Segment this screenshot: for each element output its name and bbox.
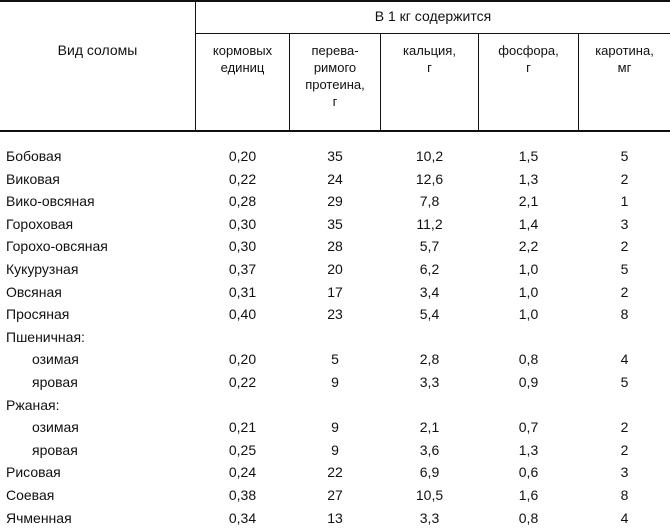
- value-cell: 9: [331, 419, 339, 436]
- value-cell: 1,0: [518, 306, 539, 323]
- table-row: [0, 145, 670, 168]
- column-header-feed-units: кормовых единиц: [212, 43, 273, 75]
- table-row: [0, 303, 670, 326]
- straw-type-cell: Овсяная: [6, 283, 62, 300]
- table-row: [0, 258, 670, 281]
- value-cell: 0,28: [228, 193, 257, 210]
- straw-type-cell: Ржаная:: [6, 396, 60, 413]
- column-header-protein: перева- римого протеина, г: [305, 43, 365, 109]
- straw-type-cell: Соевая: [6, 486, 55, 503]
- value-cell: 2: [620, 419, 629, 436]
- value-cell: 1,0: [518, 260, 539, 277]
- value-cell: 5: [331, 351, 339, 368]
- value-cell: 20: [327, 260, 343, 277]
- table-row: [0, 416, 670, 439]
- value-cell: 0,30: [228, 238, 257, 255]
- table-row: [0, 484, 670, 507]
- straw-type-cell: Вико-овсяная: [6, 193, 95, 210]
- table-row: [0, 461, 670, 484]
- value-cell: 6,2: [419, 260, 440, 277]
- value-cell: 1,4: [518, 215, 539, 232]
- value-cell: 5: [620, 373, 629, 390]
- straw-type-cell: Кукурузная: [6, 260, 79, 277]
- header-bottom-rule: [0, 130, 670, 132]
- value-cell: 0,8: [518, 509, 539, 526]
- value-cell: 0,6: [518, 464, 539, 481]
- value-cell: 2: [620, 170, 629, 187]
- column-header-calcium: кальция, г: [403, 43, 456, 75]
- value-cell: 5: [620, 260, 629, 277]
- value-cell: 3,6: [419, 441, 440, 458]
- straw-type-cell: Гороховая: [6, 215, 74, 232]
- straw-type-cell: Пшеничная:: [6, 328, 85, 345]
- group-header-underline: [195, 33, 670, 34]
- table-row: [0, 348, 670, 371]
- table-row: [0, 235, 670, 258]
- column-header-carotene: каротина, мг: [595, 43, 654, 75]
- table-row: [0, 281, 670, 304]
- value-cell: 35: [327, 215, 343, 232]
- table-row: [0, 213, 670, 236]
- column-header-phosphorus: фосфора, г: [498, 43, 559, 75]
- group-column-header: В 1 кг содержится: [374, 8, 492, 24]
- value-cell: 0,22: [228, 373, 257, 390]
- value-cell: 0,40: [228, 306, 257, 323]
- value-cell: 0,34: [228, 509, 257, 526]
- straw-type-cell: Бобовая: [6, 148, 62, 164]
- table-row: [0, 371, 670, 394]
- table-row: [0, 190, 670, 213]
- value-cell: 2: [620, 238, 629, 255]
- straw-type-cell: озимая: [32, 351, 79, 368]
- value-cell: 4: [620, 509, 629, 526]
- value-cell: 4: [620, 351, 629, 368]
- value-cell: 11,2: [416, 215, 443, 232]
- value-cell: 2: [620, 283, 629, 300]
- value-cell: 10,2: [415, 148, 444, 164]
- value-cell: 0,37: [228, 260, 257, 277]
- value-cell: 2: [620, 441, 629, 458]
- value-cell: 0,20: [228, 148, 257, 164]
- value-cell: 17: [327, 283, 343, 300]
- value-cell: 5,7: [419, 238, 440, 255]
- value-cell: 12,6: [415, 170, 444, 187]
- value-cell: 1,3: [518, 170, 539, 187]
- value-cell: 1,0: [518, 283, 539, 300]
- value-cell: 29: [327, 193, 343, 210]
- straw-type-cell: Просяная: [6, 306, 70, 323]
- value-cell: 1,5: [518, 148, 539, 164]
- table-group-row: [0, 394, 670, 417]
- value-cell: 8: [620, 306, 629, 323]
- value-cell: 5,4: [419, 306, 440, 323]
- value-cell: 13: [327, 509, 343, 526]
- table-body: [0, 145, 670, 529]
- value-cell: 2,1: [518, 193, 539, 210]
- value-cell: 3: [620, 464, 629, 481]
- table-row: [0, 507, 670, 530]
- table-group-row: [0, 326, 670, 349]
- straw-type-cell: Ячменная: [6, 509, 72, 526]
- straw-type-cell: яровая: [32, 441, 78, 458]
- value-cell: 22: [327, 464, 343, 481]
- table-top-rule: [0, 0, 670, 2]
- value-cell: 2,2: [518, 238, 539, 255]
- value-cell: 5: [620, 148, 629, 164]
- value-cell: 3,3: [419, 509, 440, 526]
- value-cell: 8: [620, 486, 629, 503]
- value-cell: 10,5: [415, 486, 444, 503]
- value-cell: 3,3: [419, 373, 440, 390]
- value-cell: 0,24: [228, 464, 257, 481]
- value-cell: 0,25: [228, 441, 257, 458]
- value-cell: 1: [620, 193, 629, 210]
- value-cell: 35: [327, 148, 343, 164]
- table-row: [0, 439, 670, 462]
- value-cell: 7,8: [419, 193, 440, 210]
- value-cell: 2,8: [419, 351, 440, 368]
- value-cell: 6,9: [419, 464, 440, 481]
- value-cell: 27: [327, 486, 343, 503]
- value-cell: 9: [331, 373, 339, 390]
- value-cell: 23: [327, 306, 343, 323]
- value-cell: 0,7: [518, 419, 539, 436]
- value-cell: 0,9: [518, 373, 539, 390]
- straw-type-cell: Горохо-овсяная: [6, 238, 108, 255]
- straw-type-cell: Виковая: [6, 170, 60, 187]
- straw-type-cell: Рисовая: [6, 464, 61, 481]
- value-cell: 3: [620, 215, 629, 232]
- value-cell: 1,3: [518, 441, 539, 458]
- value-cell: 0,22: [228, 170, 257, 187]
- value-cell: 0,30: [228, 215, 257, 232]
- first-column-header: Вид соломы: [57, 42, 138, 58]
- straw-type-cell: озимая: [32, 419, 79, 436]
- straw-type-cell: яровая: [32, 373, 78, 390]
- value-cell: 0,38: [228, 486, 257, 503]
- value-cell: 9: [331, 441, 339, 458]
- value-cell: 0,20: [228, 351, 257, 368]
- value-cell: 2,1: [419, 419, 440, 436]
- value-cell: 0,31: [228, 283, 257, 300]
- value-cell: 1,6: [518, 486, 539, 503]
- value-cell: 24: [327, 170, 343, 187]
- value-cell: 3,4: [419, 283, 440, 300]
- value-cell: 0,21: [228, 419, 257, 436]
- table-row: [0, 168, 670, 191]
- value-cell: 28: [327, 238, 343, 255]
- value-cell: 0,8: [518, 351, 539, 368]
